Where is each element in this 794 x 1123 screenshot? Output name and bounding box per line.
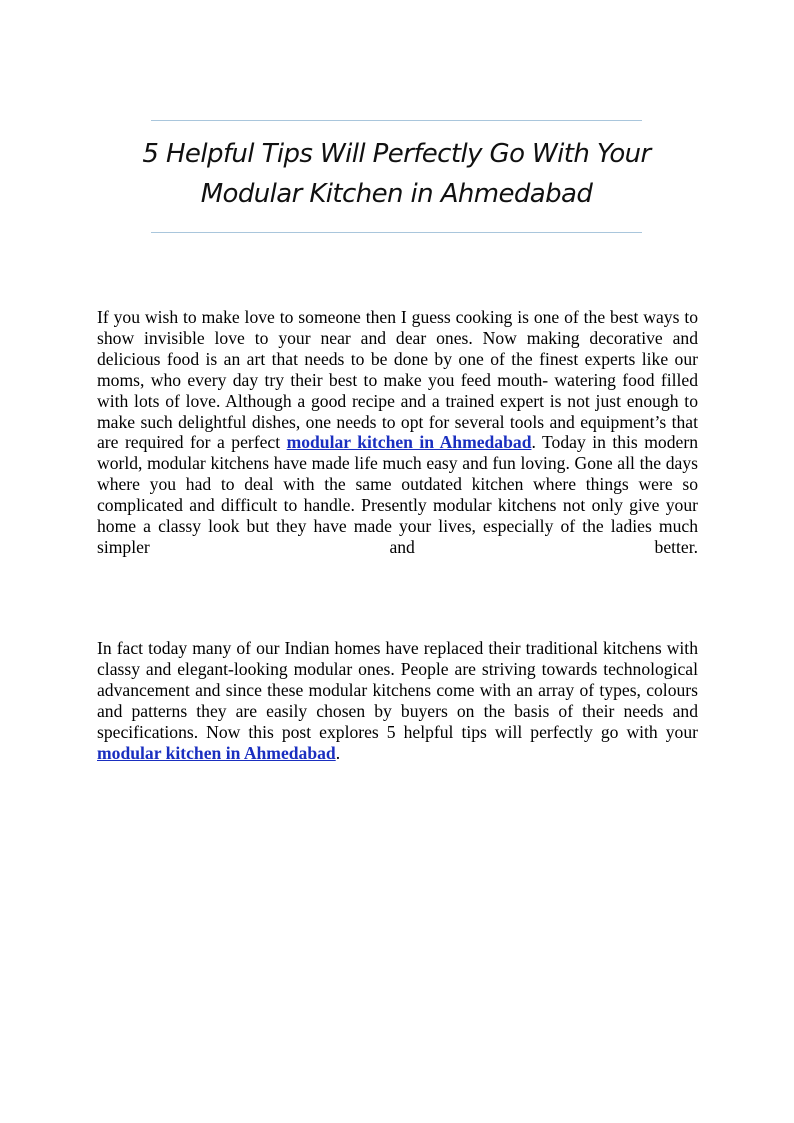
title-top-rule xyxy=(151,120,642,121)
intro-paragraph xyxy=(97,307,698,558)
intro-paragraph-text-before-link: If you wish to make love to someone then I guess cooking is one of the best ways to show invisible love to your near and dear ones. Now making decorative and delicious food is an art that needs to be done by one of the finest experts like our moms, who every day try their best to make you feed mouth- watering food filled with lots of love. Although a good recipe and a trained expert is not just enough to make such delightful dishes, one needs to opt for several tools and equipment’s that are required for a perfect xyxy=(97,307,698,453)
title-block xyxy=(142,120,651,232)
second-paragraph-text-after-link: . xyxy=(335,742,341,763)
second-paragraph-text-before-link: In fact today many of our Indian homes have replaced their traditional kitchens with classy and elegant-looking modular ones. People are striving towards technological advancement and since these modular kitchens come with an array of types, colours and patterns they are easily chosen by buyers on the basis of their needs and specifications. Now this post explores 5 helpful tips will perfectly go with your xyxy=(97,638,698,742)
page-title: 5 Helpful Tips Will Perfectly Go With Your Modular Kitchen in Ahmedabad xyxy=(142,139,651,209)
modular-kitchen-link-2[interactable]: modular kitchen in Ahmedabad xyxy=(97,742,336,763)
intro-paragraph-text-after-link: . Today in this modern world, modular kitchens have made life much easy and fun loving. Gone all the days where you had to deal with the same outdated kitchen where things were so complicated and difficult to handle. Presently modular kitchens not only give your home a classy look but they have made your lives, especially of the ladies much simpler and better. xyxy=(97,432,698,557)
second-paragraph xyxy=(97,638,698,763)
title-bottom-rule xyxy=(151,232,642,233)
modular-kitchen-link[interactable]: modular kitchen in Ahmedabad xyxy=(286,432,532,453)
